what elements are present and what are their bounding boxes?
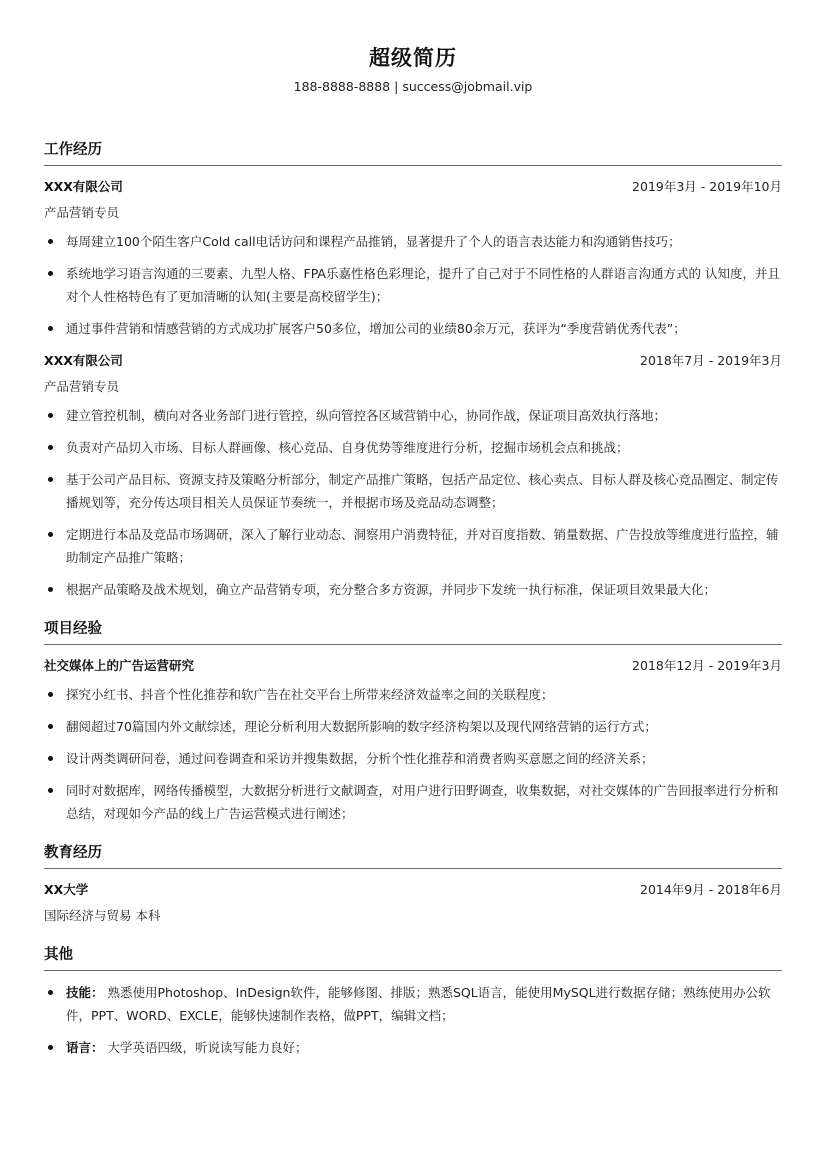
contact-separator: |	[394, 79, 399, 94]
job-role: 产品营销专员	[44, 205, 120, 220]
bullet-item: 负责对产品切入市场、目标人群画像、核心竞品、自身优势等维度进行分析，挖掘市场机会点和挑战；	[44, 436, 782, 459]
section-title: 教育经历	[44, 842, 782, 869]
section-title: 项目经验	[44, 618, 782, 645]
bullet-item: 通过事件营销和情感营销的方式成功扩展客户50多位，增加公司的业绩80余万元，获评为“季度营销优秀代表”；	[44, 317, 782, 340]
section-title: 其他	[44, 944, 782, 971]
entry-header	[44, 655, 782, 677]
education-entry	[44, 879, 782, 927]
item-text: 大学英语四级，听说读写能力良好；	[107, 1040, 308, 1055]
bullet-item: 根据产品策略及战术规划，确立产品营销专项，充分整合多方资源，并同步下发统一执行标准，保证项目效果最大化；	[44, 578, 782, 601]
bullet-item: 设计两类调研问卷，通过问卷调查和采访并搜集数据，分析个性化推荐和消费者购买意愿之间的经济关系；	[44, 747, 782, 770]
job-role: 产品营销专员	[44, 379, 120, 394]
entry-header	[44, 350, 782, 372]
company-name: XXX有限公司	[44, 353, 123, 368]
entry-date: 2018年12月 - 2019年3月	[632, 658, 782, 673]
email-address: success@jobmail.vip	[402, 79, 533, 94]
skills-item	[44, 981, 782, 1027]
bullet-list	[44, 683, 782, 825]
bullet-list	[44, 981, 782, 1059]
entry-date: 2019年3月 - 2019年10月	[632, 179, 782, 194]
entry-header	[44, 176, 782, 198]
bullet-list	[44, 404, 782, 601]
bullet-list	[44, 230, 782, 340]
phone-number: 188-8888-8888	[293, 79, 391, 94]
resume-title: 超级简历	[369, 46, 457, 70]
work-entry	[44, 176, 782, 340]
project-name: 社交媒体上的广告运营研究	[44, 658, 195, 673]
bullet-item: 建立管控机制，横向对各业务部门进行管控，纵向管控各区域营销中心，协同作战，保证项目高效执行落地；	[44, 404, 782, 427]
resume-content	[44, 124, 782, 1059]
section-work	[44, 139, 782, 601]
section-education	[44, 842, 782, 927]
entry-date: 2018年7月 - 2019年3月	[640, 353, 782, 368]
item-text: 熟悉使用Photoshop、InDesign软件，能够修图、排版；熟悉SQL语言，能使用MySQL进行数据存储；熟练使用办公软件，PPT、WORD、EXCLE，能够快速制作表格，做PPT，编辑文档；	[66, 985, 771, 1023]
project-entry	[44, 655, 782, 825]
bullet-item: 基于公司产品目标、资源支持及策略分析部分，制定产品推广策略，包括产品定位、核心卖点、目标人群及核心竞品圈定、制定传播规划等，充分传达项目相关人员保证节奏统一，并根据市场及竞品动态调整；	[44, 468, 782, 514]
language-item	[44, 1036, 782, 1059]
section-other	[44, 944, 782, 1059]
item-label: 语言：	[66, 1040, 104, 1055]
bullet-item: 探究小红书、抖音个性化推荐和软广告在社交平台上所带来经济效益率之间的关联程度；	[44, 683, 782, 706]
section-title: 工作经历	[44, 139, 782, 166]
bullet-item: 每周建立100个陌生客户Cold call电话访问和课程产品推销，显著提升了个人的语言表达能力和沟通销售技巧；	[44, 230, 782, 253]
section-projects	[44, 618, 782, 825]
bullet-item: 同时对数据库，网络传播模型，大数据分析进行文献调查，对用户进行田野调查，收集数据，对社交媒体的广告回报率进行分析和总结，对现如今产品的线上广告运营模式进行阐述；	[44, 779, 782, 825]
bullet-item: 翻阅超过70篇国内外文献综述，理论分析利用大数据所影响的数字经济构架以及现代网络营销的运行方式；	[44, 715, 782, 738]
bullet-item: 系统地学习语言沟通的三要素、九型人格、FPA乐嘉性格色彩理论，提升了自己对于不同性格的人群语言沟通方式的 认知度，并且对个人性格特色有了更加清晰的认知(主要是高校留学生)；	[44, 262, 782, 308]
item-label: 技能：	[66, 985, 104, 1000]
school-name: XX大学	[44, 882, 89, 897]
work-entry	[44, 350, 782, 601]
major-degree: 国际经济与贸易 本科	[44, 908, 161, 923]
company-name: XXX有限公司	[44, 179, 123, 194]
bullet-item: 定期进行本品及竞品市场调研，深入了解行业动态、洞察用户消费特征，并对百度指数、销量数据、广告投放等维度进行监控，辅助制定产品推广策略；	[44, 523, 782, 569]
entry-date: 2014年9月 - 2018年6月	[640, 882, 782, 897]
contact-line	[0, 79, 826, 94]
entry-header	[44, 879, 782, 901]
